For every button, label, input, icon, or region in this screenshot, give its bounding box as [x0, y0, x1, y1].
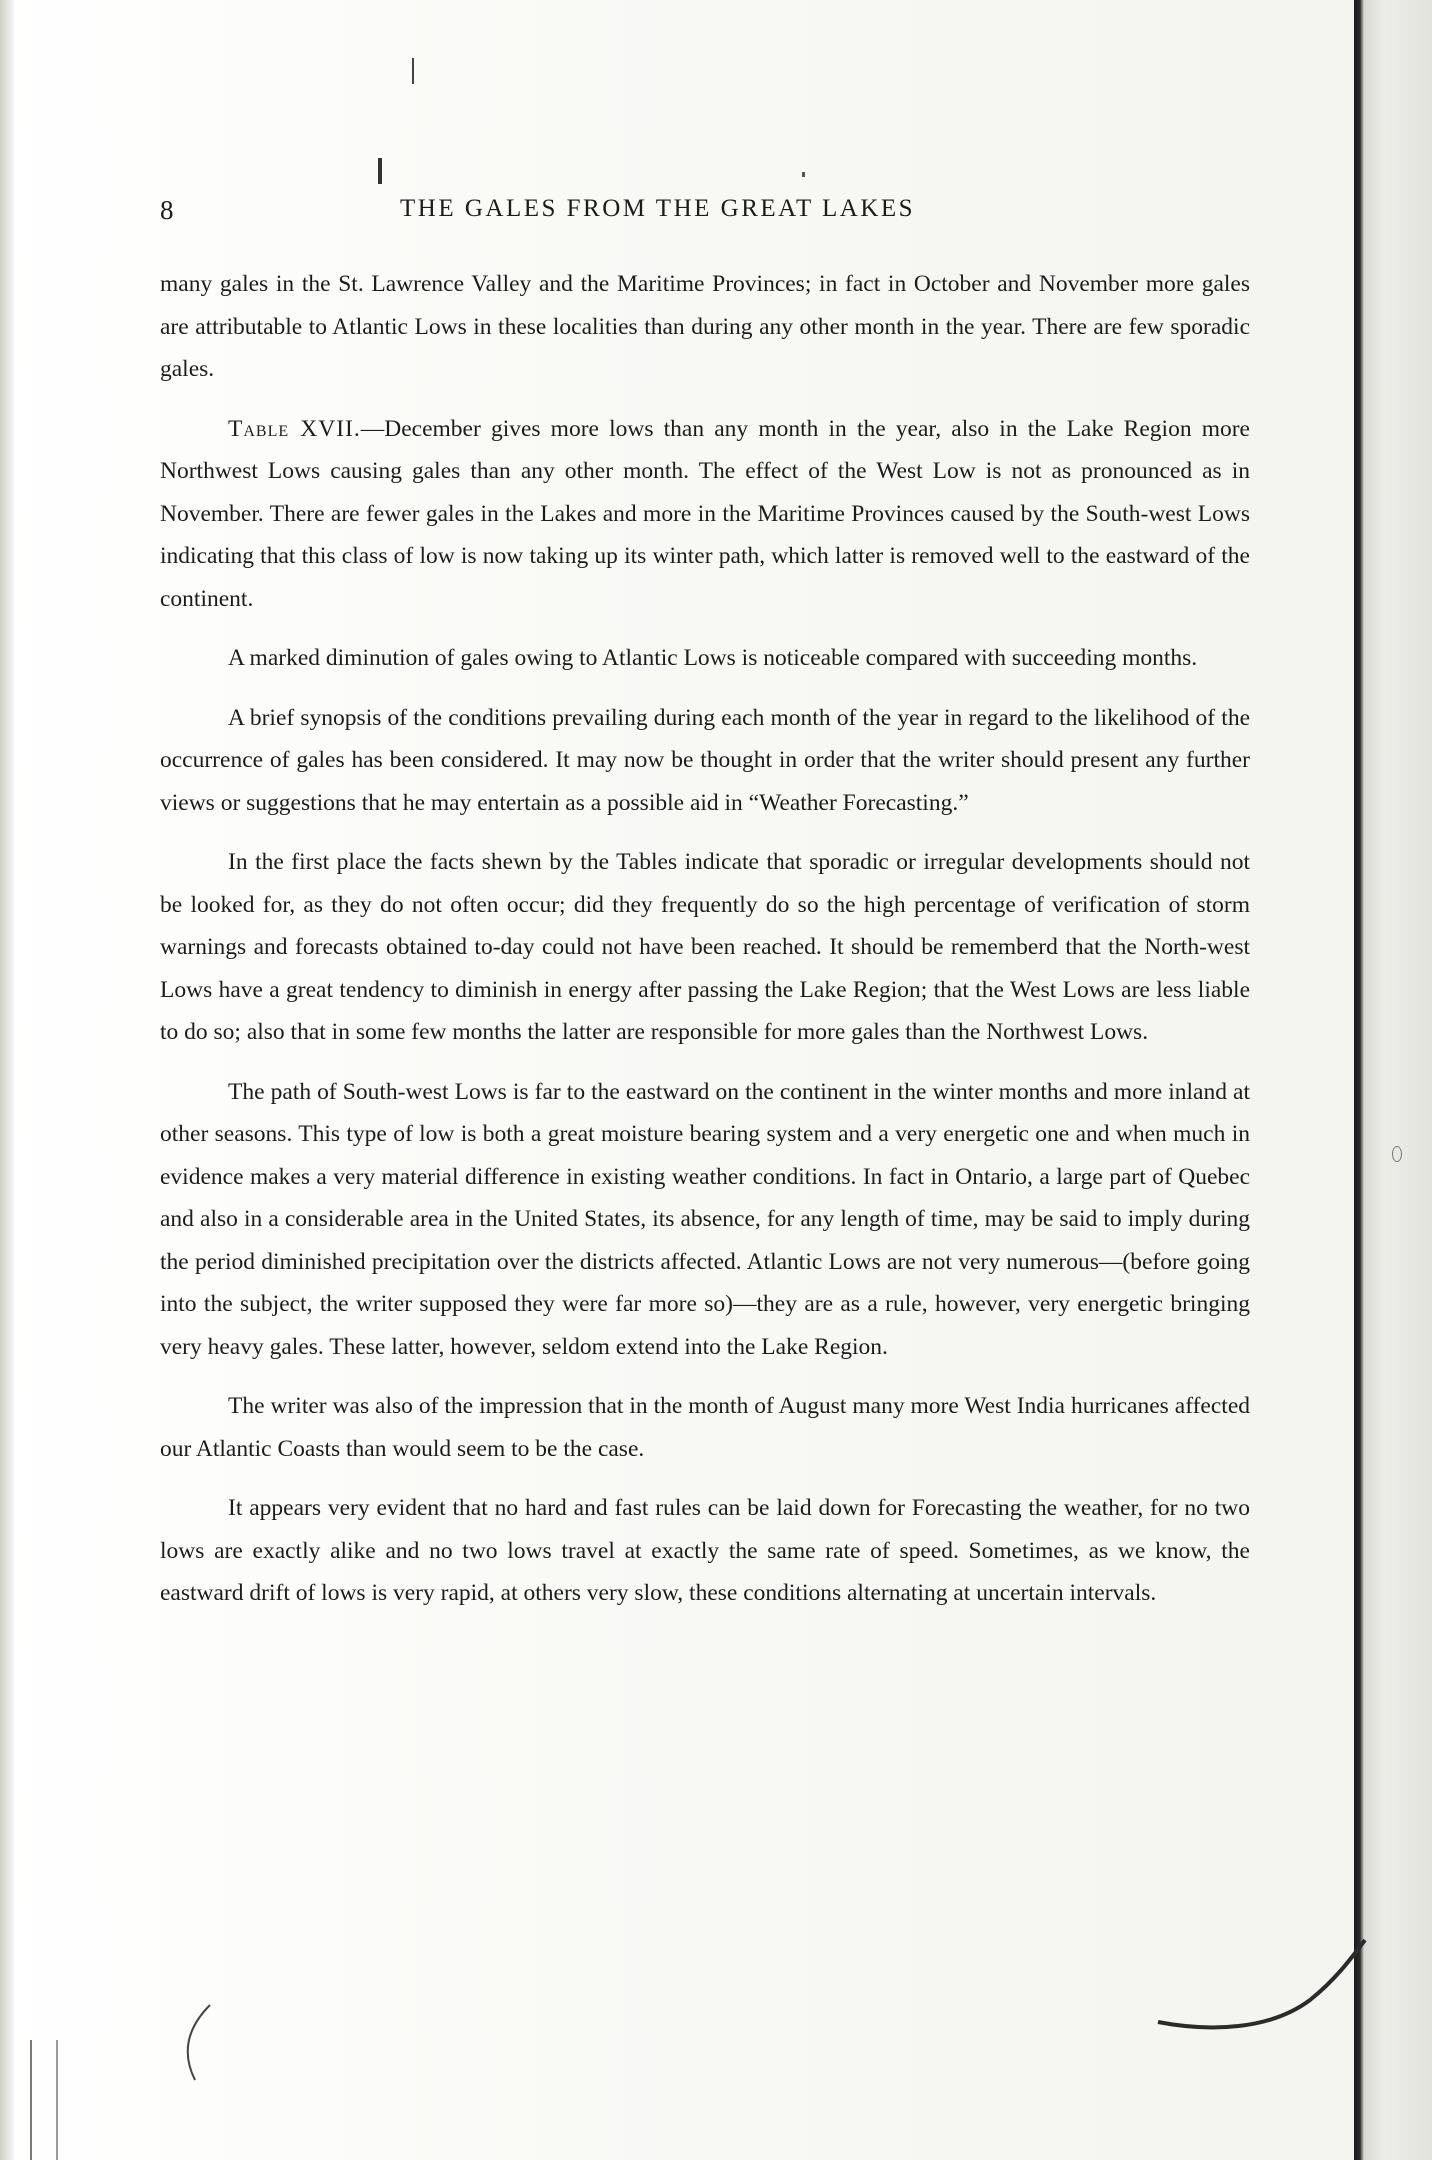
scan-mark — [1392, 1146, 1402, 1162]
paragraph — [160, 408, 1250, 621]
pencil-curve-mark — [1150, 1930, 1370, 2050]
paragraph-text: —December gives more lows than any month in the year, also in the Lake Region more Northwest Lows causing gales than any other month. The effect of the West Low is not as pronounced as in November. There are fewer gales in the Lakes and more in the Maritime Provinces caused by the South-west Lows indicating that this class of low is now taking up its winter path, which latter is removed well to the eastward of the continent. — [160, 415, 1250, 612]
body-text — [160, 263, 1250, 1615]
scan-mark — [378, 158, 382, 184]
pencil-bracket-mark — [170, 2000, 230, 2090]
paragraph — [160, 1071, 1250, 1369]
paragraph — [160, 697, 1250, 825]
paragraph-text: The path of South-west Lows is far to the eastward on the continent in the winter months and more inland at other seasons. This type of low is both a great moisture bearing system and a very energetic one and when much in evidence makes a very material difference in existing weather conditions. In fact in Ontario, a large part of Quebec and also in a considerable area in the United States, its absence, for any length of time, may be said to imply during the period diminished precipitation over the districts affected. Atlantic Lows are not very numerous—(before going into the subject, the writer supposed they were far more so)—they are as a rule, however, very energetic bringing very heavy gales. These latter, however, seldom extend into the Lake Region. — [160, 1078, 1250, 1360]
binding-edge — [1354, 0, 1432, 2160]
page-stack-lines — [30, 2040, 58, 2160]
paragraph-text: The writer was also of the impression that in the month of August many more West India hurricanes affected our Atlantic Coasts than would seem to be the case. — [160, 1393, 1250, 1462]
page-content — [160, 195, 1250, 1632]
paragraph-text: A marked diminution of gales owing to Atlantic Lows is noticeable compared with succeeding months. — [228, 645, 1198, 671]
paragraph-text: It appears very evident that no hard and fast rules can be laid down for Forecasting the weather, for no two lows are exactly alike and no two lows travel at exactly the same rate of speed. Sometimes, as we know, the eastward drift of lows is very rapid, at others very slow, these conditions alternating at uncertain intervals. — [160, 1495, 1250, 1606]
paragraph — [160, 263, 1250, 391]
scan-mark — [412, 58, 414, 84]
running-title: THE GALES FROM THE GREAT LAKES — [400, 195, 916, 222]
left-page-edge — [0, 0, 14, 2160]
paragraph — [160, 841, 1250, 1054]
paragraph-text: many gales in the St. Lawrence Valley and the Maritime Provinces; in fact in October and November more gales are attributable to Atlantic Lows in these localities than during any other month in the year. There are few sporadic gales. — [160, 271, 1250, 382]
table-reference: Table XVII. — [228, 415, 361, 442]
paragraph-text: A brief synopsis of the conditions prevailing during each month of the year in regard to the likelihood of the occurrence of gales has been considered. It may now be thought in order that the writer should present any further views or suggestions that he may entertain as a possible aid in “Weather Forecasting.” — [160, 704, 1250, 816]
page-number: 8 — [160, 195, 176, 225]
paragraph — [160, 1487, 1250, 1615]
scan-mark — [802, 172, 805, 177]
running-head — [160, 195, 1250, 235]
paragraph — [160, 637, 1250, 680]
paragraph-text: In the first place the facts shewn by the Tables indicate that sporadic or irregular developments should not be looked for, as they do not often occur; did they frequently do so the high percentage of verification of storm warnings and forecasts obtained to-day could not have been reached. It should be rememberd that the North-west Lows have a great tendency to diminish in energy after passing the Lake Region; that the West Lows are less liable to do so; also that in some few months the latter are responsible for more gales than the Northwest Lows. — [160, 849, 1250, 1045]
paragraph — [160, 1385, 1250, 1470]
